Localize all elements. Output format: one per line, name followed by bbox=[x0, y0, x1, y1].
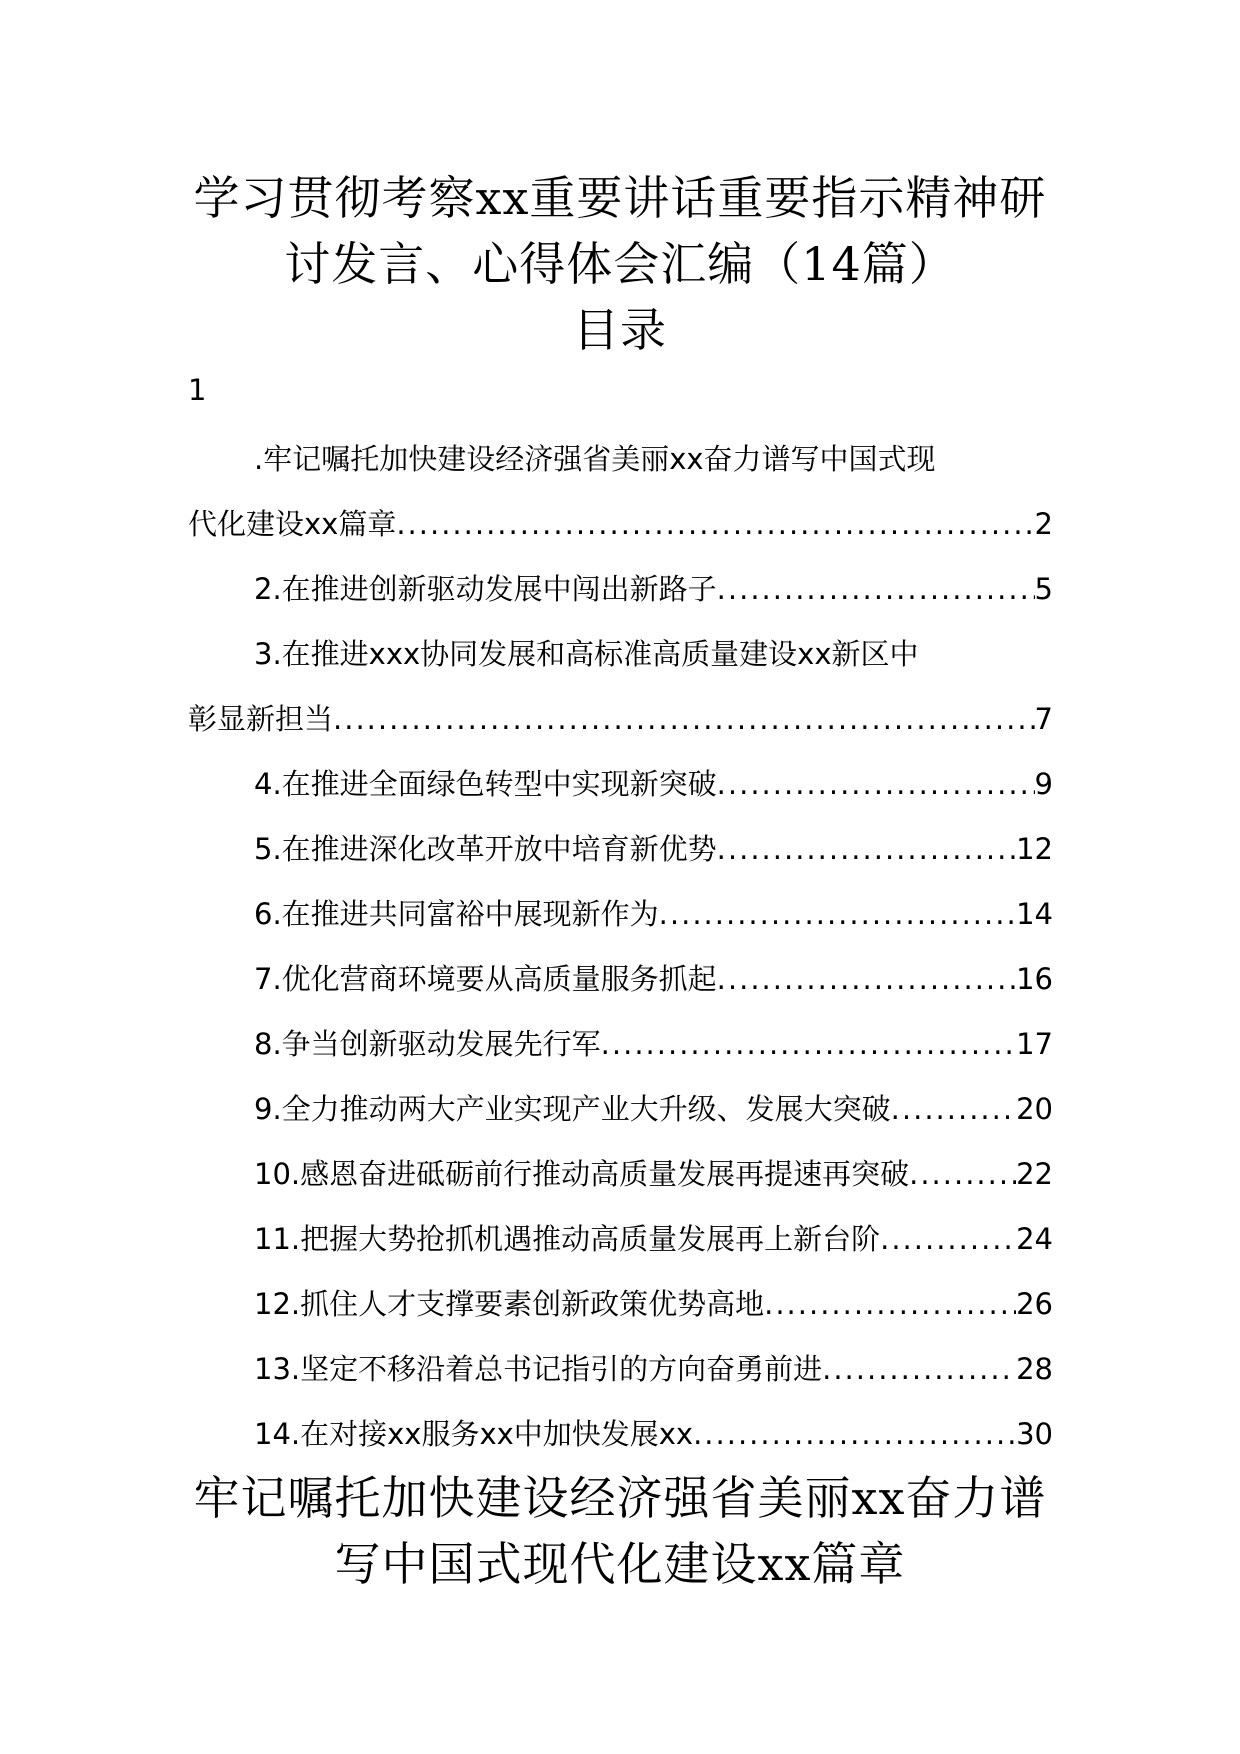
toc-page-number: 20 bbox=[1016, 1092, 1053, 1126]
dot-leader bbox=[693, 1402, 1016, 1467]
toc-entry-line bbox=[188, 1207, 1053, 1272]
toc-entry[interactable] bbox=[188, 1207, 1053, 1272]
toc-entry-title: 7.优化营商环境要从高质量服务抓起 bbox=[254, 962, 717, 996]
dot-leader bbox=[717, 557, 1035, 622]
toc-entry[interactable] bbox=[188, 752, 1053, 817]
dot-leader bbox=[333, 687, 1035, 752]
toc-entry-title: 11.把握大势抢抓机遇推动高质量发展再上新台阶 bbox=[254, 1222, 881, 1256]
toc-page-number: 7 bbox=[1034, 702, 1053, 736]
toc-entry[interactable] bbox=[188, 557, 1053, 622]
toc-entry[interactable] bbox=[188, 947, 1053, 1012]
dot-leader bbox=[717, 817, 1016, 882]
toc-entry-line bbox=[188, 1077, 1053, 1142]
toc-entry[interactable] bbox=[188, 1077, 1053, 1142]
toc-page-number: 9 bbox=[1034, 767, 1053, 801]
toc-entry-line bbox=[188, 817, 1053, 882]
toc-page-number: 26 bbox=[1016, 1287, 1053, 1321]
toc-entry-line bbox=[188, 1272, 1053, 1337]
toc-entry-line bbox=[188, 1142, 1053, 1207]
toc-entry[interactable] bbox=[188, 1402, 1053, 1467]
dot-leader bbox=[880, 1207, 1016, 1272]
toc-entry-title-line1: .牢记嘱托加快建设经济强省美丽xx奋力谱写中国式现 bbox=[254, 442, 936, 476]
document-title: 学习贯彻考察xx重要讲话重要指示精神研讨发言、心得体会汇编（14篇） bbox=[193, 171, 1047, 291]
toc-entry-line bbox=[188, 687, 1053, 752]
toc-page-number: 30 bbox=[1016, 1417, 1053, 1451]
toc-entry-title: 2.在推进创新驱动发展中闯出新路子 bbox=[254, 572, 717, 606]
toc-entry-title-line1: 3.在推进xxx协同发展和高标准高质量建设xx新区中 bbox=[254, 637, 919, 671]
toc-page-number: 14 bbox=[1016, 897, 1053, 931]
toc-entry[interactable] bbox=[188, 1142, 1053, 1207]
toc-entry-line bbox=[188, 1012, 1053, 1077]
dot-leader bbox=[601, 1012, 1016, 1077]
toc-entry-line bbox=[188, 752, 1053, 817]
dot-leader bbox=[717, 947, 1016, 1012]
toc-entry-title: 8.争当创新驱动发展先行军 bbox=[254, 1027, 601, 1061]
toc-entry-title: 代化建设xx篇章 bbox=[188, 507, 397, 541]
section-title: 牢记嘱托加快建设经济强省美丽xx奋力谱写中国式现代化建设xx篇章 bbox=[193, 1471, 1047, 1591]
toc-entry-line bbox=[188, 492, 1053, 557]
toc-heading: 目录 bbox=[573, 303, 667, 357]
toc-entry-title: 12.抓住人才支撑要素创新政策优势高地 bbox=[254, 1287, 765, 1321]
toc-entry[interactable] bbox=[188, 882, 1053, 947]
dot-leader bbox=[764, 1272, 1016, 1337]
toc-entry[interactable] bbox=[188, 427, 1053, 557]
table-of-contents bbox=[188, 427, 1053, 1467]
toc-page-number: 12 bbox=[1016, 832, 1053, 866]
toc-page-number: 28 bbox=[1016, 1352, 1053, 1386]
dot-leader bbox=[891, 1077, 1016, 1142]
toc-entry[interactable] bbox=[188, 1272, 1053, 1337]
toc-page-number: 24 bbox=[1016, 1222, 1053, 1256]
toc-entry-title: 4.在推进全面绿色转型中实现新突破 bbox=[254, 767, 717, 801]
dot-leader bbox=[717, 752, 1035, 817]
toc-entry[interactable] bbox=[188, 1012, 1053, 1077]
toc-entry-line bbox=[188, 1402, 1053, 1467]
toc-page-number: 2 bbox=[1034, 507, 1053, 541]
toc-entry-title: 彰显新担当 bbox=[188, 702, 334, 736]
toc-number: 1 bbox=[188, 373, 207, 407]
toc-page-number: 16 bbox=[1016, 962, 1053, 996]
toc-entry-line bbox=[188, 882, 1053, 947]
toc-entry-title: 6.在推进共同富裕中展现新作为 bbox=[254, 897, 659, 931]
toc-entry[interactable] bbox=[188, 622, 1053, 752]
dot-leader bbox=[396, 492, 1034, 557]
toc-entry[interactable] bbox=[188, 1337, 1053, 1402]
toc-entry-title: 9.全力推动两大产业实现产业大升级、发展大突破 bbox=[254, 1092, 891, 1126]
toc-entry-title: 5.在推进深化改革开放中培育新优势 bbox=[254, 832, 717, 866]
dot-leader bbox=[659, 882, 1016, 947]
toc-entry-line bbox=[188, 947, 1053, 1012]
toc-page-number: 5 bbox=[1034, 572, 1053, 606]
toc-page-number: 22 bbox=[1016, 1157, 1053, 1191]
toc-entry-line bbox=[188, 1337, 1053, 1402]
toc-entry[interactable] bbox=[188, 817, 1053, 882]
dot-leader bbox=[822, 1337, 1016, 1402]
toc-entry-title: 13.坚定不移沿着总书记指引的方向奋勇前进 bbox=[254, 1352, 823, 1386]
toc-entry-title: 10.感恩奋进砥砺前行推动高质量发展再提速再突破 bbox=[254, 1157, 910, 1191]
toc-entry-title: 14.在对接xx服务xx中加快发展xx bbox=[254, 1417, 694, 1451]
dot-leader bbox=[909, 1142, 1016, 1207]
toc-page-number: 17 bbox=[1016, 1027, 1053, 1061]
toc-entry-line bbox=[188, 557, 1053, 622]
